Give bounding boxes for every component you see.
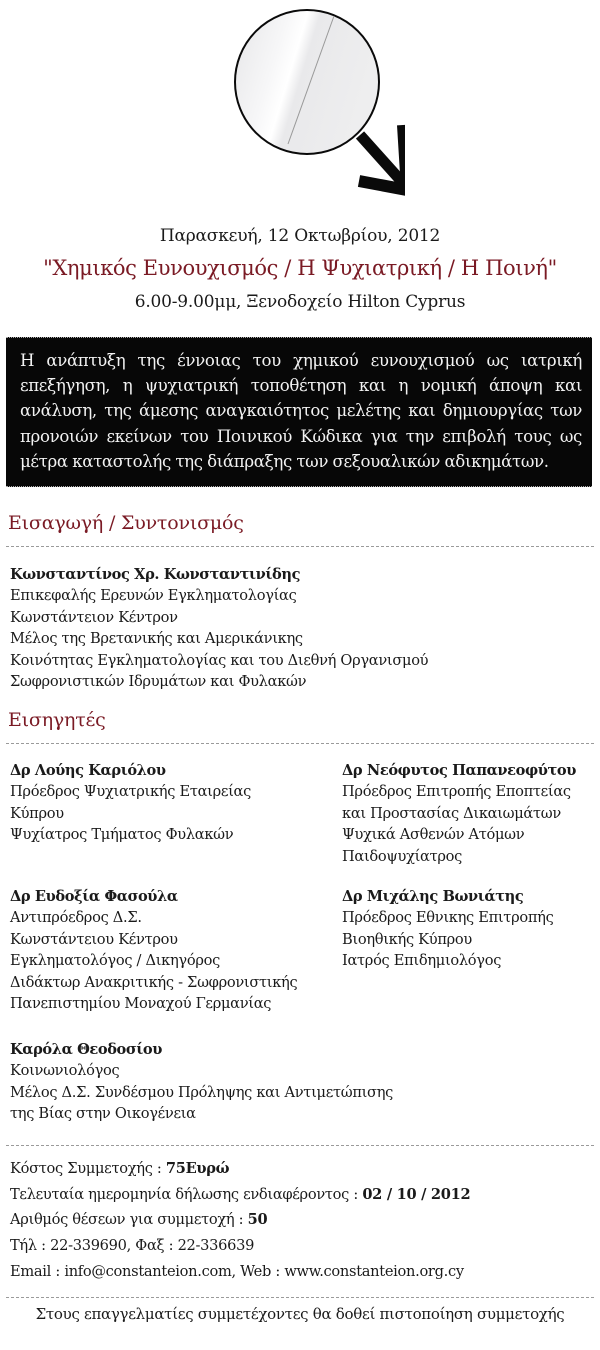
speaker-block (10, 760, 251, 846)
seats-value: 50 (247, 1211, 268, 1229)
person-name: Δρ Μιχάλης Βωνιάτης (342, 888, 524, 905)
event-info (10, 1156, 470, 1285)
phone-fax: Τήλ : 22-339690, Φαξ : 22-336639 (10, 1237, 255, 1255)
moderator-block (10, 564, 428, 692)
person-line: Μέλος της Βρετανικής και Αμερικάνικης (10, 630, 303, 648)
email-link[interactable]: info@constanteion.com (64, 1262, 232, 1280)
divider (6, 1297, 594, 1298)
cost-row (10, 1156, 470, 1182)
cost-value: 75Ευρώ (165, 1160, 230, 1177)
person-line: Κοινωνιολόγος (10, 1062, 120, 1080)
person-line: Ιατρός Επιδημιολόγος (342, 952, 502, 970)
contact-row (10, 1259, 470, 1285)
person-line: Μέλος Δ.Σ. Συνδέσμου Πρόληψης και Αντιμετώπισης (10, 1083, 394, 1101)
person-line: Ψυχικά Ασθενών Ατόμων (342, 826, 525, 844)
deadline-value: 02 / 10 / 2012 (362, 1185, 471, 1203)
person-line: Πρόεδρος Εθνικης Επιτροπής (342, 909, 554, 927)
event-title: "Χημικός Ευνουχισμός / Η Ψυχιατρική / Η Ποινή" (43, 256, 557, 280)
person-line: Κωνστάντειου Κέντρου (10, 930, 178, 948)
event-time-venue: 6.00-9.00μμ, Ξενοδοχείο Hilton Cyprus (134, 292, 466, 312)
description-text: Η ανάπτυξη της έννοιας του χημικού ευνουχισμού ως ιατρική επεξήγηση, η ψυχιατρική τοποθέτηση και η νομική άποψη και ανάλυση, της άμεσης αναγκαιότητος μελέτης και δημιουργίας των προνοιών εκείνων του Ποινικού Κώδικα για την επιβολή τους ως μέτρα καταστολής της διάπραξης των σεξουαλικών αδικημάτων. (20, 351, 582, 471)
divider (6, 743, 594, 744)
web-link[interactable]: www.constanteion.org.cy (284, 1262, 464, 1280)
person-line: Διδάκτωρ Ανακριτικής - Σωφρονιστικής (10, 973, 298, 991)
speaker-block (342, 886, 553, 972)
person-line: Βιοηθικής Κύπρου (342, 930, 472, 948)
person-line: Κύπρου (10, 804, 64, 822)
deadline-label: Τελευταία ημερομηνία δήλωσης ενδιαφέροντος : (10, 1185, 363, 1203)
person-line: Αντιπρόεδρος Δ.Σ. (10, 909, 142, 927)
seats-row (10, 1207, 470, 1233)
person-line: Επικεφαλής Ερευνών Εγκληματολογίας (10, 587, 297, 605)
seats-label: Αριθμός θέσεων για συμμετοχή : (10, 1211, 248, 1229)
certificate-note: Στους επαγγελματίες συμμετέχοντες θα δοθεί πιστοποίηση συμμετοχής (35, 1305, 565, 1323)
person-line: Ψυχίατρος Τμήματος Φυλακών (10, 826, 234, 844)
speaker-block (10, 1039, 393, 1125)
email-label: Email : (10, 1262, 65, 1280)
person-name: Καρόλα Θεοδοσίου (10, 1041, 162, 1058)
person-line: και Προστασίας Δικαιωμάτων (342, 804, 561, 822)
divider (6, 1145, 594, 1146)
speakers-heading: Εισηγητές (8, 709, 106, 731)
person-line: Πανεπιστημίου Μοναχού Γερμανίας (10, 995, 272, 1013)
deadline-row (10, 1182, 470, 1208)
speaker-block (342, 760, 576, 867)
person-line: Πρόεδρος Επιτροπής Εποπτείας (342, 783, 571, 801)
event-date: Παρασκευή, 12 Οκτωβρίου, 2012 (159, 226, 441, 246)
divider (6, 546, 594, 547)
introduction-heading: Εισαγωγή / Συντονισμός (8, 512, 244, 534)
cost-label: Κόστος Συμμετοχής : (10, 1160, 166, 1177)
person-line: Παιδοψυχίατρος (342, 847, 463, 865)
person-line: Σωφρονιστικών Ιδρυμάτων και Φυλακών (10, 673, 307, 691)
person-line: Κοινότητας Εγκληματολογίας και του Διεθνή Οργανισμού (10, 651, 429, 669)
person-name: Δρ Νεόφυτος Παπανεοφύτου (342, 762, 576, 779)
description-box (6, 337, 592, 487)
person-name: Δρ Λούης Καριόλου (10, 762, 166, 779)
person-name: Δρ Ευδοξία Φασούλα (10, 888, 178, 905)
web-label: , Web : (231, 1262, 285, 1280)
person-name: Κωνσταντίνος Χρ. Κωνσταντινίδης (10, 566, 301, 583)
person-line: Πρόεδρος Ψυχιατρικής Εταιρείας (10, 783, 251, 801)
person-line: της Βίας στην Οικογένεια (10, 1105, 196, 1123)
speaker-block (10, 886, 297, 1014)
person-line: Κωνστάντειον Κέντρον (10, 608, 178, 626)
male-symbol-icon (225, 0, 405, 210)
person-line: Εγκληματολόγος / Δικηγόρος (10, 952, 220, 970)
